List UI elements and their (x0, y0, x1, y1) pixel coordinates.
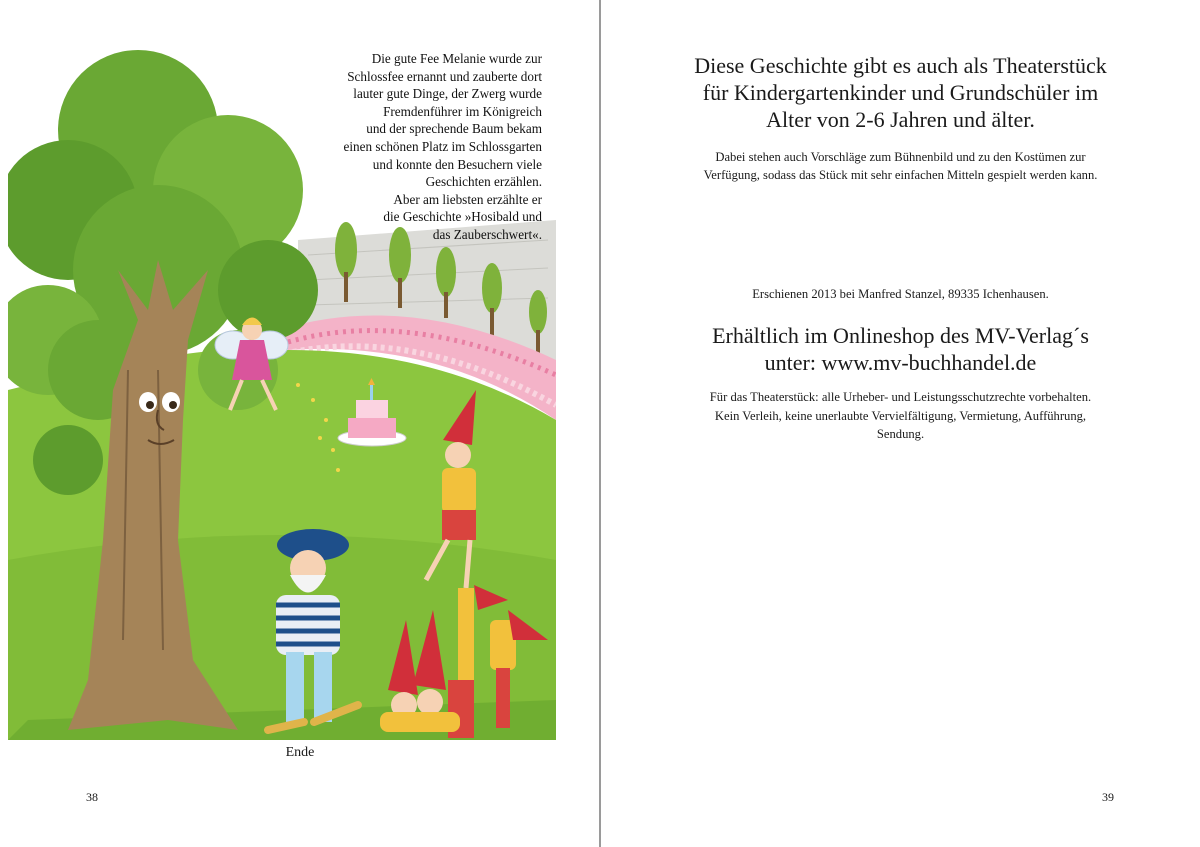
shop-info (601, 322, 1200, 376)
story-line: und der sprechende Baum bekam (366, 121, 542, 137)
detail-line: Dabei stehen auch Vorschläge zum Bühnenbild und zu den Kostümen zur (715, 150, 1086, 164)
story-line: Schlossfee ernannt und zauberte dort (347, 68, 542, 84)
rights-notice (601, 388, 1200, 444)
rights-line: Sendung. (876, 427, 925, 441)
story-line: lauter gute Dinge, der Zwerg wurde (353, 86, 542, 102)
heading-line: für Kindergartenkinder und Grundschüler im (702, 80, 1099, 105)
theater-details (601, 148, 1200, 184)
shop-url: unter: www.mv-buchhandel.de (764, 350, 1037, 375)
heading-line: Diese Geschichte gibt es auch als Theaterstück (694, 53, 1107, 78)
rights-line: Kein Verleih, keine unerlaubte Vervielfältigung, Vermietung, Aufführung, (714, 408, 1087, 423)
story-text-block (300, 50, 542, 244)
right-page (601, 0, 1200, 847)
page-number-left: 38 (86, 790, 98, 804)
story-line: die Geschichte »Hosibald und (383, 209, 542, 225)
detail-line: Verfügung, sodass das Stück mit sehr einfachen Mitteln gespielt werden kann. (703, 168, 1098, 182)
publication-note: Erschienen 2013 bei Manfred Stanzel, 89335 Ichenhausen. (752, 287, 1049, 301)
heading-line: Alter von 2-6 Jahren und älter. (766, 107, 1035, 132)
story-line: Die gute Fee Melanie wurde zur (371, 51, 542, 66)
story-line: Fremdenführer im Königreich (383, 103, 542, 119)
rights-line: Für das Theaterstück: alle Urheber- und Leistungsschutzrechte vorbehalten. (709, 390, 1092, 404)
story-line: Geschichten erzählen. (425, 174, 542, 190)
story-line: Aber am liebsten erzählte er (393, 191, 542, 207)
theater-heading (601, 52, 1200, 133)
story-line: einen schönen Platz im Schlossgarten (343, 138, 542, 154)
end-label: Ende (285, 745, 315, 760)
story-line: das Zauberschwert«. (432, 226, 542, 242)
story-line: und konnte den Besuchern viele (372, 156, 542, 172)
shop-line: Erhältlich im Onlineshop des MV-Verlag´s (712, 323, 1089, 348)
page-number-right: 39 (1102, 790, 1114, 804)
